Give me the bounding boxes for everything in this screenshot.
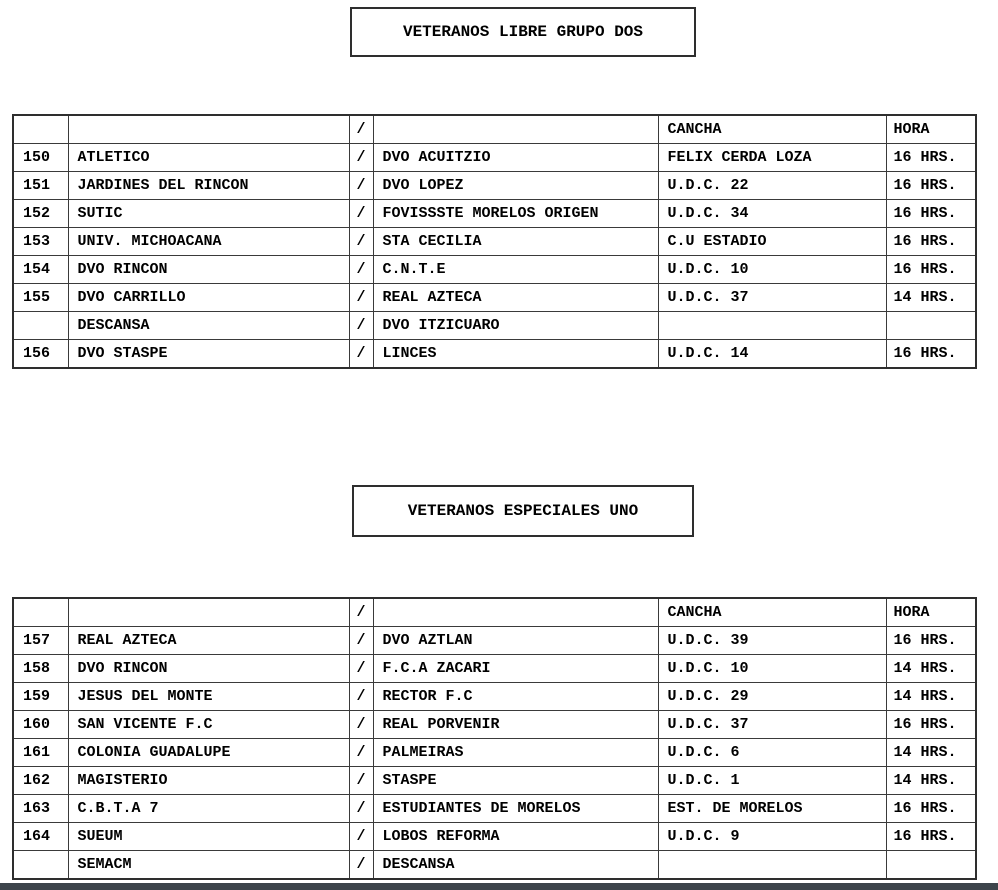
vs-slash-cell: / [349, 739, 373, 767]
hora-cell: 16 HRS. [886, 795, 976, 823]
away-team-cell: REAL PORVENIR [373, 711, 658, 739]
match-number-cell: 163 [13, 795, 68, 823]
match-number-cell: 160 [13, 711, 68, 739]
header-number-cell [13, 598, 68, 627]
match-number-cell: 154 [13, 256, 68, 284]
match-number-cell: 162 [13, 767, 68, 795]
header-away-cell [373, 598, 658, 627]
home-team-cell: DVO RINCON [68, 256, 349, 284]
vs-slash-cell: / [349, 200, 373, 228]
away-team-cell: LOBOS REFORMA [373, 823, 658, 851]
vs-slash-cell: / [349, 823, 373, 851]
vs-slash-cell: / [349, 683, 373, 711]
away-team-cell: LINCES [373, 340, 658, 369]
header-cancha-cell: CANCHA [658, 115, 886, 144]
match-row [13, 851, 976, 880]
cancha-cell: U.D.C. 9 [658, 823, 886, 851]
away-team-cell: DVO AZTLAN [373, 627, 658, 655]
match-row [13, 172, 976, 200]
header-cancha-cell: CANCHA [658, 598, 886, 627]
cancha-cell [658, 851, 886, 880]
match-row [13, 711, 976, 739]
hora-cell: 16 HRS. [886, 228, 976, 256]
away-team-cell: F.C.A ZACARI [373, 655, 658, 683]
header-home-cell [68, 115, 349, 144]
cancha-cell: U.D.C. 10 [658, 655, 886, 683]
away-team-cell: C.N.T.E [373, 256, 658, 284]
home-team-cell: COLONIA GUADALUPE [68, 739, 349, 767]
away-team-cell: DESCANSA [373, 851, 658, 880]
hora-cell: 16 HRS. [886, 823, 976, 851]
match-row [13, 627, 976, 655]
match-row [13, 144, 976, 172]
match-row [13, 823, 976, 851]
match-number-cell: 157 [13, 627, 68, 655]
away-team-cell: STA CECILIA [373, 228, 658, 256]
header-away-cell [373, 115, 658, 144]
home-team-cell: SEMACM [68, 851, 349, 880]
home-team-cell: MAGISTERIO [68, 767, 349, 795]
hora-cell: 14 HRS. [886, 284, 976, 312]
home-team-cell: DVO RINCON [68, 655, 349, 683]
table-header-row [13, 598, 976, 627]
hora-cell [886, 312, 976, 340]
section-title-box-veteranos-libre [350, 7, 696, 57]
vs-slash-cell: / [349, 228, 373, 256]
hora-cell: 16 HRS. [886, 627, 976, 655]
vs-slash-cell: / [349, 312, 373, 340]
match-number-cell [13, 312, 68, 340]
cancha-cell: FELIX CERDA LOZA [658, 144, 886, 172]
section-title-box-veteranos-especiales [352, 485, 694, 537]
hora-cell: 14 HRS. [886, 739, 976, 767]
home-team-cell: C.B.T.A 7 [68, 795, 349, 823]
match-number-cell: 153 [13, 228, 68, 256]
vs-slash-cell: / [349, 284, 373, 312]
vs-slash-cell: / [349, 627, 373, 655]
home-team-cell: SUEUM [68, 823, 349, 851]
match-row [13, 739, 976, 767]
away-team-cell: RECTOR F.C [373, 683, 658, 711]
header-hora-cell: HORA [886, 115, 976, 144]
hora-cell [886, 851, 976, 880]
cancha-cell: U.D.C. 14 [658, 340, 886, 369]
away-team-cell: DVO ACUITZIO [373, 144, 658, 172]
match-number-cell [13, 851, 68, 880]
header-number-cell [13, 115, 68, 144]
cancha-cell: C.U ESTADIO [658, 228, 886, 256]
match-number-cell: 159 [13, 683, 68, 711]
header-hora-cell: HORA [886, 598, 976, 627]
match-number-cell: 161 [13, 739, 68, 767]
away-team-cell: DVO ITZICUARO [373, 312, 658, 340]
cancha-cell [658, 312, 886, 340]
vs-slash-cell: / [349, 851, 373, 880]
hora-cell: 16 HRS. [886, 256, 976, 284]
hora-cell: 14 HRS. [886, 683, 976, 711]
cancha-cell: EST. DE MORELOS [658, 795, 886, 823]
match-number-cell: 158 [13, 655, 68, 683]
match-number-cell: 164 [13, 823, 68, 851]
cancha-cell: U.D.C. 10 [658, 256, 886, 284]
vs-slash-cell: / [349, 711, 373, 739]
home-team-cell: JARDINES DEL RINCON [68, 172, 349, 200]
hora-cell: 16 HRS. [886, 200, 976, 228]
cancha-cell: U.D.C. 37 [658, 711, 886, 739]
match-row [13, 312, 976, 340]
cancha-cell: U.D.C. 1 [658, 767, 886, 795]
home-team-cell: DVO CARRILLO [68, 284, 349, 312]
match-number-cell: 156 [13, 340, 68, 369]
home-team-cell: ATLETICO [68, 144, 349, 172]
match-number-cell: 151 [13, 172, 68, 200]
match-number-cell: 155 [13, 284, 68, 312]
home-team-cell: UNIV. MICHOACANA [68, 228, 349, 256]
cancha-cell: U.D.C. 34 [658, 200, 886, 228]
bottom-page-divider [0, 883, 998, 890]
home-team-cell: DESCANSA [68, 312, 349, 340]
away-team-cell: STASPE [373, 767, 658, 795]
match-row [13, 683, 976, 711]
match-number-cell: 152 [13, 200, 68, 228]
away-team-cell: FOVISSSTE MORELOS ORIGEN [373, 200, 658, 228]
header-slash-cell: / [349, 115, 373, 144]
table-header-row [13, 115, 976, 144]
match-row [13, 340, 976, 369]
header-home-cell [68, 598, 349, 627]
vs-slash-cell: / [349, 144, 373, 172]
cancha-cell: U.D.C. 39 [658, 627, 886, 655]
hora-cell: 14 HRS. [886, 767, 976, 795]
away-team-cell: PALMEIRAS [373, 739, 658, 767]
match-row [13, 228, 976, 256]
home-team-cell: REAL AZTECA [68, 627, 349, 655]
home-team-cell: JESUS DEL MONTE [68, 683, 349, 711]
section-title: VETERANOS ESPECIALES UNO [407, 502, 639, 520]
vs-slash-cell: / [349, 256, 373, 284]
cancha-cell: U.D.C. 37 [658, 284, 886, 312]
section-title: VETERANOS LIBRE GRUPO DOS [402, 23, 644, 41]
match-row [13, 655, 976, 683]
home-team-cell: SAN VICENTE F.C [68, 711, 349, 739]
match-row [13, 284, 976, 312]
hora-cell: 16 HRS. [886, 172, 976, 200]
vs-slash-cell: / [349, 795, 373, 823]
hora-cell: 16 HRS. [886, 144, 976, 172]
home-team-cell: DVO STASPE [68, 340, 349, 369]
hora-cell: 16 HRS. [886, 711, 976, 739]
vs-slash-cell: / [349, 655, 373, 683]
away-team-cell: DVO LOPEZ [373, 172, 658, 200]
away-team-cell: ESTUDIANTES DE MORELOS [373, 795, 658, 823]
schedule-table-veteranos-libre [12, 114, 977, 369]
cancha-cell: U.D.C. 22 [658, 172, 886, 200]
away-team-cell: REAL AZTECA [373, 284, 658, 312]
hora-cell: 16 HRS. [886, 340, 976, 369]
match-row [13, 200, 976, 228]
vs-slash-cell: / [349, 767, 373, 795]
home-team-cell: SUTIC [68, 200, 349, 228]
vs-slash-cell: / [349, 172, 373, 200]
match-row [13, 795, 976, 823]
vs-slash-cell: / [349, 340, 373, 369]
schedule-table-veteranos-especiales [12, 597, 977, 880]
cancha-cell: U.D.C. 29 [658, 683, 886, 711]
cancha-cell: U.D.C. 6 [658, 739, 886, 767]
match-row [13, 256, 976, 284]
match-number-cell: 150 [13, 144, 68, 172]
hora-cell: 14 HRS. [886, 655, 976, 683]
header-slash-cell: / [349, 598, 373, 627]
match-row [13, 767, 976, 795]
